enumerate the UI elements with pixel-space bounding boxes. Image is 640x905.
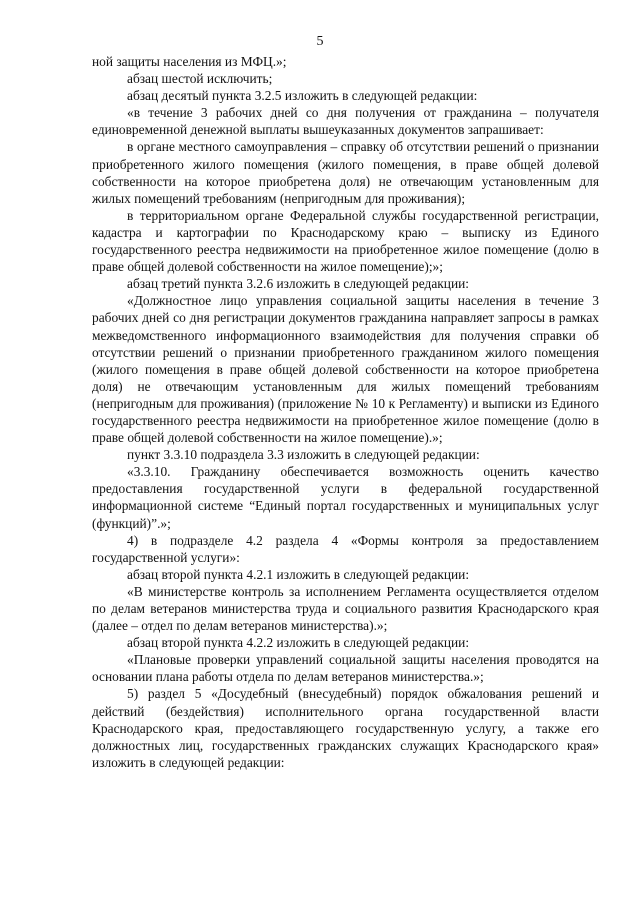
paragraph: в территориальном органе Федеральной службы государственной регистрации, кадастра и картографии по Краснодарскому краю – выписку из Единого государственного реестра недвижимости на приобретенное жилое помещение (долю в праве общей долевой собственности на жилое помещение);»; bbox=[92, 207, 599, 275]
paragraph: «В министерстве контроль за исполнением Регламента осуществляется отделом по делам ветеранов министерства труда и социального развития Краснодарского края (далее – отдел по делам ветеранов министерства).»; bbox=[92, 583, 599, 634]
paragraph: абзац третий пункта 3.2.6 изложить в следующей редакции: bbox=[127, 276, 469, 292]
paragraph: пункт 3.3.10 подраздела 3.3 изложить в следующей редакции: bbox=[127, 447, 480, 463]
page-number: 5 bbox=[316, 34, 324, 49]
paragraph: «3.3.10. Гражданину обеспечивается возможность оценить качество предоставления государственной услуги в федеральной государственной информационной системе “Единый портал государственных и муниципальных услуг (функций)”.»; bbox=[92, 464, 599, 531]
paragraph-continuation: ной защиты населения из МФЦ.»; bbox=[92, 54, 287, 69]
paragraph: «в течение 3 рабочих дней со дня получения от гражданина – получателя единовременной денежной выплаты вышеуказанных документов запрашивает: bbox=[92, 105, 599, 138]
paragraph: абзац второй пункта 4.2.2 изложить в следующей редакции: bbox=[127, 635, 470, 651]
paragraph: абзац шестой исключить; bbox=[127, 71, 273, 87]
paragraph: в органе местного самоуправления – справку об отсутствии решений о признании приобретенного жилого помещения (жилого помещения, в праве общей долевой собственности на которое приобретена доля) не отвечающим установленным для жилых помещений требованиям (непригодным для проживания); bbox=[92, 139, 599, 206]
paragraph: 5) раздел 5 «Досудебный (внесудебный) порядок обжалования решений и действий (бездействия) исполнительного органа государственной власти Краснодарского края, предоставляющего государственную услугу, а также его должностных лиц, государственных гражданских служащих Краснодарского края» изложить в следующей редакции: bbox=[92, 686, 599, 770]
paragraph: «Плановые проверки управлений социальной защиты населения проводятся на основании плана работы отдела по делам ветеранов министерства.»; bbox=[92, 652, 599, 685]
paragraph: абзац второй пункта 4.2.1 изложить в следующей редакции: bbox=[127, 566, 470, 582]
document-body bbox=[92, 53, 599, 771]
paragraph: абзац десятый пункта 3.2.5 изложить в следующей редакции: bbox=[127, 88, 478, 104]
paragraph: «Должностное лицо управления социальной защиты населения в течение 3 рабочих дней со дня регистрации документов гражданина направляет запросы в рамках межведомственного информационного взаимодействия для получения справки об отсутствии решений о признании приобретенного гражданином жилого помещения (жилого помещения в праве общей долевой собственности на которое приобретена доля) не отвечающим установленным для жилых помещений требованиям (непригодным для проживания) (приложение № 10 к Регламенту) и выписки из Единого государственного реестра недвижимости на приобретенное жилое помещение (долю в праве общей долевой собственности на жилое помещение).»; bbox=[92, 293, 599, 446]
paragraph: 4) в подразделе 4.2 раздела 4 «Формы контроля за предоставлением государственной услуги»: bbox=[92, 532, 599, 565]
